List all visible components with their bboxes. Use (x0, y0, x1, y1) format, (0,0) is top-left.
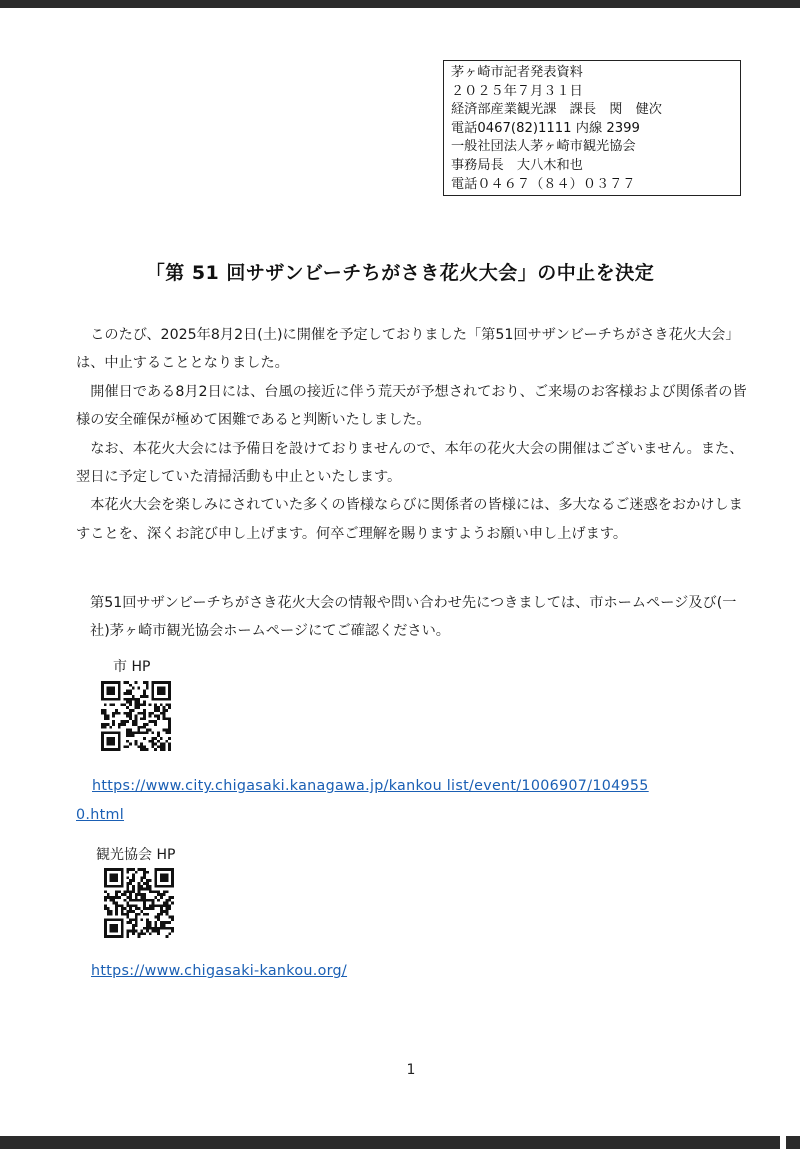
info-line (451, 176, 735, 195)
info-line-text: ２０２５年７月３１日 (451, 83, 583, 99)
body-paragraph: このたび、2025年8月2日(土)に開催を予定しておりました「第51回サザンビーチちがさき花火大会」は、中止することとなりました。 (76, 327, 740, 372)
info-line (451, 120, 735, 139)
city-hp-link[interactable]: https://www.city.chigasaki.kanagawa.jp/kankou list/event/1006907/104955 (92, 778, 649, 794)
body-paragraph: 開催日である8月2日には、台風の接近に伴う荒天が予想されており、ご来場のお客様および関係者の皆様の安全確保が極めて困難であると判断いたしました。 (76, 383, 747, 429)
association-hp-link[interactable]: https://www.chigasaki-kankou.org/ (91, 963, 348, 979)
info-line-text: 電話0467(82)1111 内線 2399 (451, 120, 640, 136)
top-frame-bar (0, 0, 800, 8)
info-line-text: 電話０４６７（８４）０３７７ (451, 176, 636, 192)
city-hp-link-continued[interactable]: 0.html (76, 807, 125, 823)
info-line-text: 一般社団法人茅ヶ崎市観光協会 (451, 139, 636, 155)
body-paragraph: 本花火大会を楽しみにされていた多くの皆様ならびに関係者の皆様には、多大なるご迷惑をおかけしますことを、深くお詫び申し上げます。何卒ご理解を賜りますようお願い申し上げます。 (76, 497, 743, 542)
document-title: 「第 51 回サザンビーチちがさき花火大会」の中止を決定 (145, 262, 655, 284)
press-info-box (443, 60, 741, 196)
info-line (451, 138, 735, 157)
qr-code-icon[interactable] (101, 681, 171, 751)
body-paragraph: なお、本花火大会には予備日を設けておりませんので、本年の花火大会の開催はございません。また、翌日に予定していた清掃活動も中止といたします。 (76, 440, 744, 486)
scroll-indicator (780, 1136, 786, 1149)
info-line-text: 経済部産業観光課 課長 関 健次 (451, 102, 662, 118)
info-line (451, 101, 735, 120)
info-line (451, 64, 735, 83)
info-line (451, 157, 735, 176)
association-hp-label: 観光協会 HP (96, 847, 176, 863)
contact-note: 第51回サザンビーチちがさき花火大会の情報や問い合わせ先につきましては、市ホームページ及び(一社)茅ヶ崎市観光協会ホームページにてご確認ください。 (90, 595, 737, 640)
city-hp-label: 市 HP (113, 659, 151, 675)
body-text (76, 321, 748, 548)
bottom-frame-bar (0, 1136, 800, 1149)
info-line (451, 83, 735, 102)
page-number: 1 (406, 1062, 416, 1078)
info-line-text: 茅ヶ崎市記者発表資料 (451, 65, 583, 80)
qr-code-icon[interactable] (104, 868, 174, 938)
info-line-text: 事務局長 大八木和也 (451, 157, 583, 173)
